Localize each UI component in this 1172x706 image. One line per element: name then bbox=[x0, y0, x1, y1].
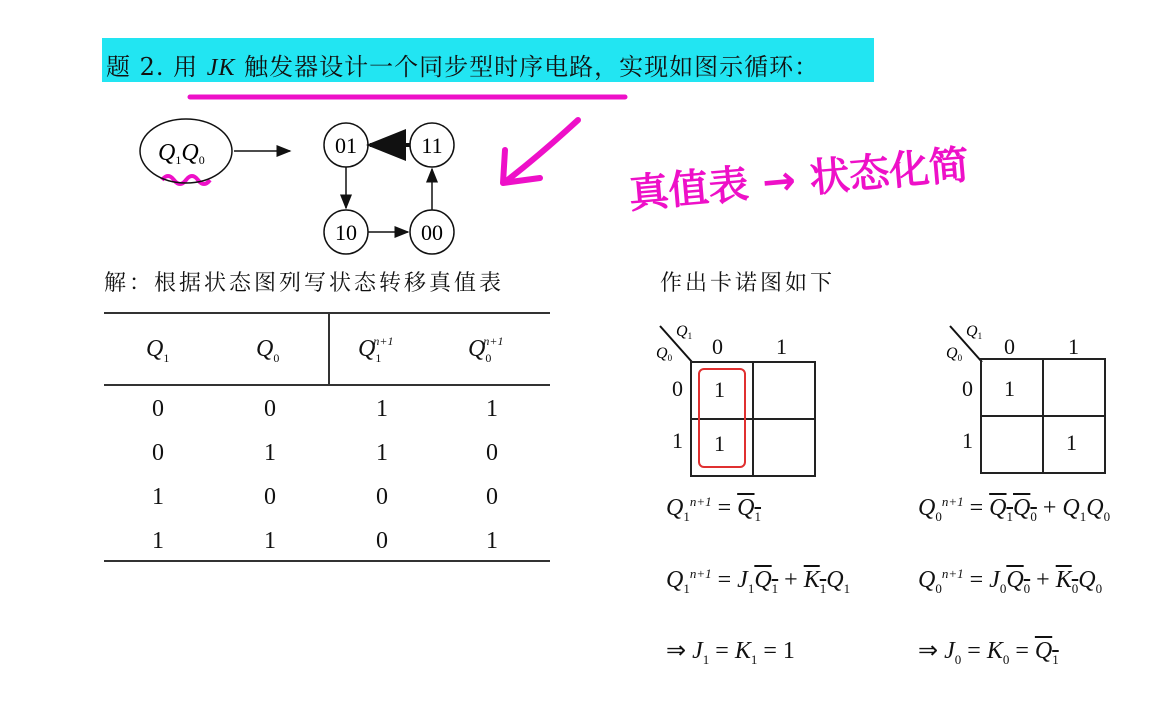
kmap2-cell-00: 1 bbox=[1004, 376, 1015, 401]
svg-text:Q1: Q1 bbox=[966, 323, 983, 341]
state-diagram bbox=[130, 112, 470, 262]
eq-q0-next: $Q_0^{n+1} = Q_1Q_0 + Q_1Q_0$ bbox=[918, 494, 1111, 524]
table-cell: 1 bbox=[152, 484, 164, 510]
eq-j1k1: ⇒ $J_1 = K_1 = 1$ bbox=[666, 638, 795, 667]
header-q1-next: $Q_1^{n+1}$ bbox=[358, 334, 394, 365]
header-q0-next: $Q_0^{n+1}$ bbox=[468, 334, 504, 365]
kmap2-grid bbox=[980, 358, 1106, 474]
table-cell: 0 bbox=[376, 528, 388, 554]
kmap1-row-0: 0 bbox=[672, 376, 683, 401]
handwritten-note: 真值表 → 状态化简 bbox=[626, 142, 972, 218]
header-q0: $Q_0$ bbox=[256, 336, 280, 365]
solution-heading: 解：根据状态图列写状态转移真值表 bbox=[104, 271, 505, 296]
header-q1: $Q_1$ bbox=[146, 336, 170, 365]
table-cell: 1 bbox=[264, 528, 276, 554]
table-cell: 1 bbox=[486, 528, 498, 554]
table-cell: 0 bbox=[486, 440, 498, 466]
arrow-stroke bbox=[505, 120, 578, 182]
table-cell: 0 bbox=[486, 484, 498, 510]
table-cell: 1 bbox=[376, 396, 388, 422]
kmap1-col-0: 0 bbox=[712, 334, 723, 359]
state-10-label: 10 bbox=[335, 220, 357, 245]
diagram-label: Q1Q0 bbox=[158, 140, 205, 167]
state-01-label: 01 bbox=[335, 133, 357, 158]
eq-j0k0: ⇒ $J_0 = K_0 = Q_1$ bbox=[918, 638, 1059, 667]
table-cell: 0 bbox=[264, 484, 276, 510]
kmap1-row-1: 1 bbox=[672, 428, 683, 453]
table-cell: 0 bbox=[152, 440, 164, 466]
kmap2-row-0: 0 bbox=[962, 376, 973, 401]
kmap2-col-0: 0 bbox=[1004, 334, 1015, 359]
state-00-label: 00 bbox=[421, 220, 443, 245]
state-11-label: 11 bbox=[421, 133, 443, 158]
kmap1-group-loop bbox=[698, 368, 746, 468]
eq-q1-jk: $Q_1^{n+1} = J_1Q_1 + K_1Q_1$ bbox=[666, 566, 851, 596]
table-cell: 1 bbox=[264, 440, 276, 466]
table-cell: 1 bbox=[376, 440, 388, 466]
table-cell: 1 bbox=[152, 528, 164, 554]
svg-text:Q1: Q1 bbox=[676, 323, 693, 341]
table-cell: 0 bbox=[264, 396, 276, 422]
table-cell: 0 bbox=[152, 396, 164, 422]
svg-text:Q0: Q0 bbox=[946, 345, 963, 363]
problem-title: 题 2. 用 JK 触发器设计一个同步型时序电路，实现如图示循环： bbox=[106, 53, 820, 81]
table-cell: 0 bbox=[376, 484, 388, 510]
svg-text:Q0: Q0 bbox=[656, 345, 673, 363]
truth-table bbox=[104, 312, 550, 564]
kmap1-cell-10: 1 bbox=[714, 431, 725, 456]
kmap1-grid bbox=[690, 361, 816, 477]
kmap-heading: 作出卡诺图如下 bbox=[660, 271, 836, 296]
kmap2-col-1: 1 bbox=[1068, 334, 1079, 359]
eq-q1-next: $Q_1^{n+1} = Q_1$ bbox=[666, 494, 762, 524]
kmap1-col-1: 1 bbox=[776, 334, 787, 359]
table-cell: 1 bbox=[486, 396, 498, 422]
kmap2-row-1: 1 bbox=[962, 428, 973, 453]
eq-q0-jk: $Q_0^{n+1} = J_0Q_0 + K_0Q_0$ bbox=[918, 566, 1103, 596]
kmap2-cell-11: 1 bbox=[1066, 430, 1077, 455]
kmap1-cell-00: 1 bbox=[714, 377, 725, 402]
